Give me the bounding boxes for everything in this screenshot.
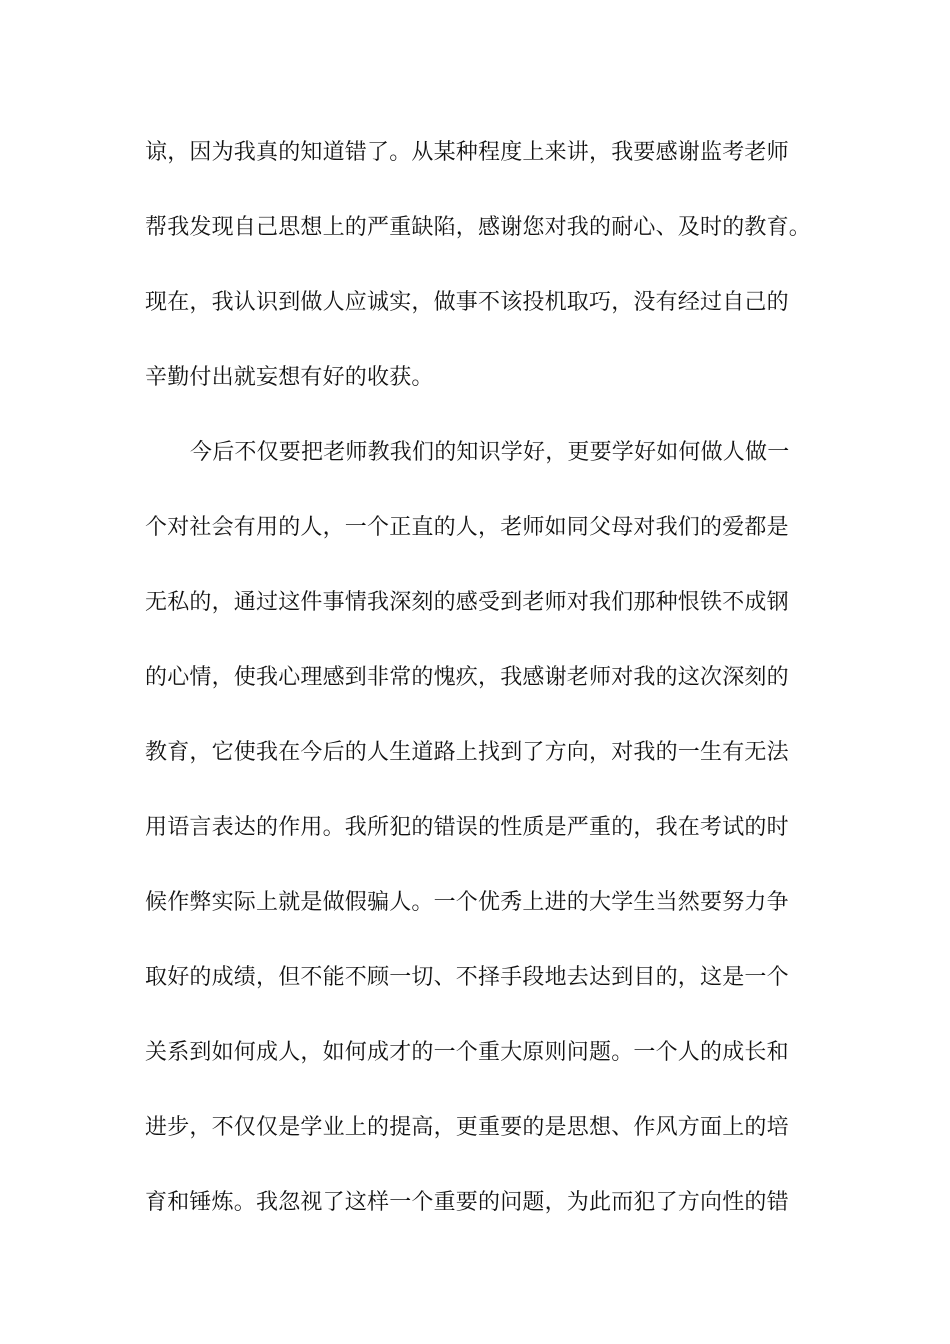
text-line: 谅，因为我真的知道错了。从某种程度上来讲，我要感谢监考老师 bbox=[145, 140, 789, 165]
text-line: 教育，它使我在今后的人生道路上找到了方向，对我的一生有无法 bbox=[145, 740, 789, 765]
text-line: 帮我发现自己思想上的严重缺陷，感谢您对我的耐心、及时的教育。 bbox=[145, 215, 812, 240]
text-line: 辛勤付出就妄想有好的收获。 bbox=[145, 365, 434, 390]
text-line: 进步，不仅仅是学业上的提高，更重要的是思想、作风方面上的培 bbox=[145, 1115, 789, 1140]
text-line: 用语言表达的作用。我所犯的错误的性质是严重的，我在考试的时 bbox=[145, 815, 789, 840]
text-line: 关系到如何成人，如何成才的一个重大原则问题。一个人的成长和 bbox=[145, 1040, 789, 1065]
text-line: 育和锤炼。我忽视了这样一个重要的问题，为此而犯了方向性的错 bbox=[145, 1190, 789, 1215]
text-line: 现在，我认识到做人应诚实，做事不该投机取巧，没有经过自己的 bbox=[145, 290, 789, 315]
text-line: 无私的，通过这件事情我深刻的感受到老师对我们那种恨铁不成钢 bbox=[145, 590, 789, 615]
text-line: 的心情，使我心理感到非常的愧疚，我感谢老师对我的这次深刻的 bbox=[145, 665, 789, 690]
text-line: 取好的成绩，但不能不顾一切、不择手段地去达到目的，这是一个 bbox=[145, 965, 789, 990]
text-line: 候作弊实际上就是做假骗人。一个优秀上进的大学生当然要努力争 bbox=[145, 890, 789, 915]
text-line: 今后不仅要把老师教我们的知识学好，更要学好如何做人做一 bbox=[190, 440, 790, 465]
text-line: 个对社会有用的人，一个正直的人，老师如同父母对我们的爱都是 bbox=[145, 515, 789, 540]
